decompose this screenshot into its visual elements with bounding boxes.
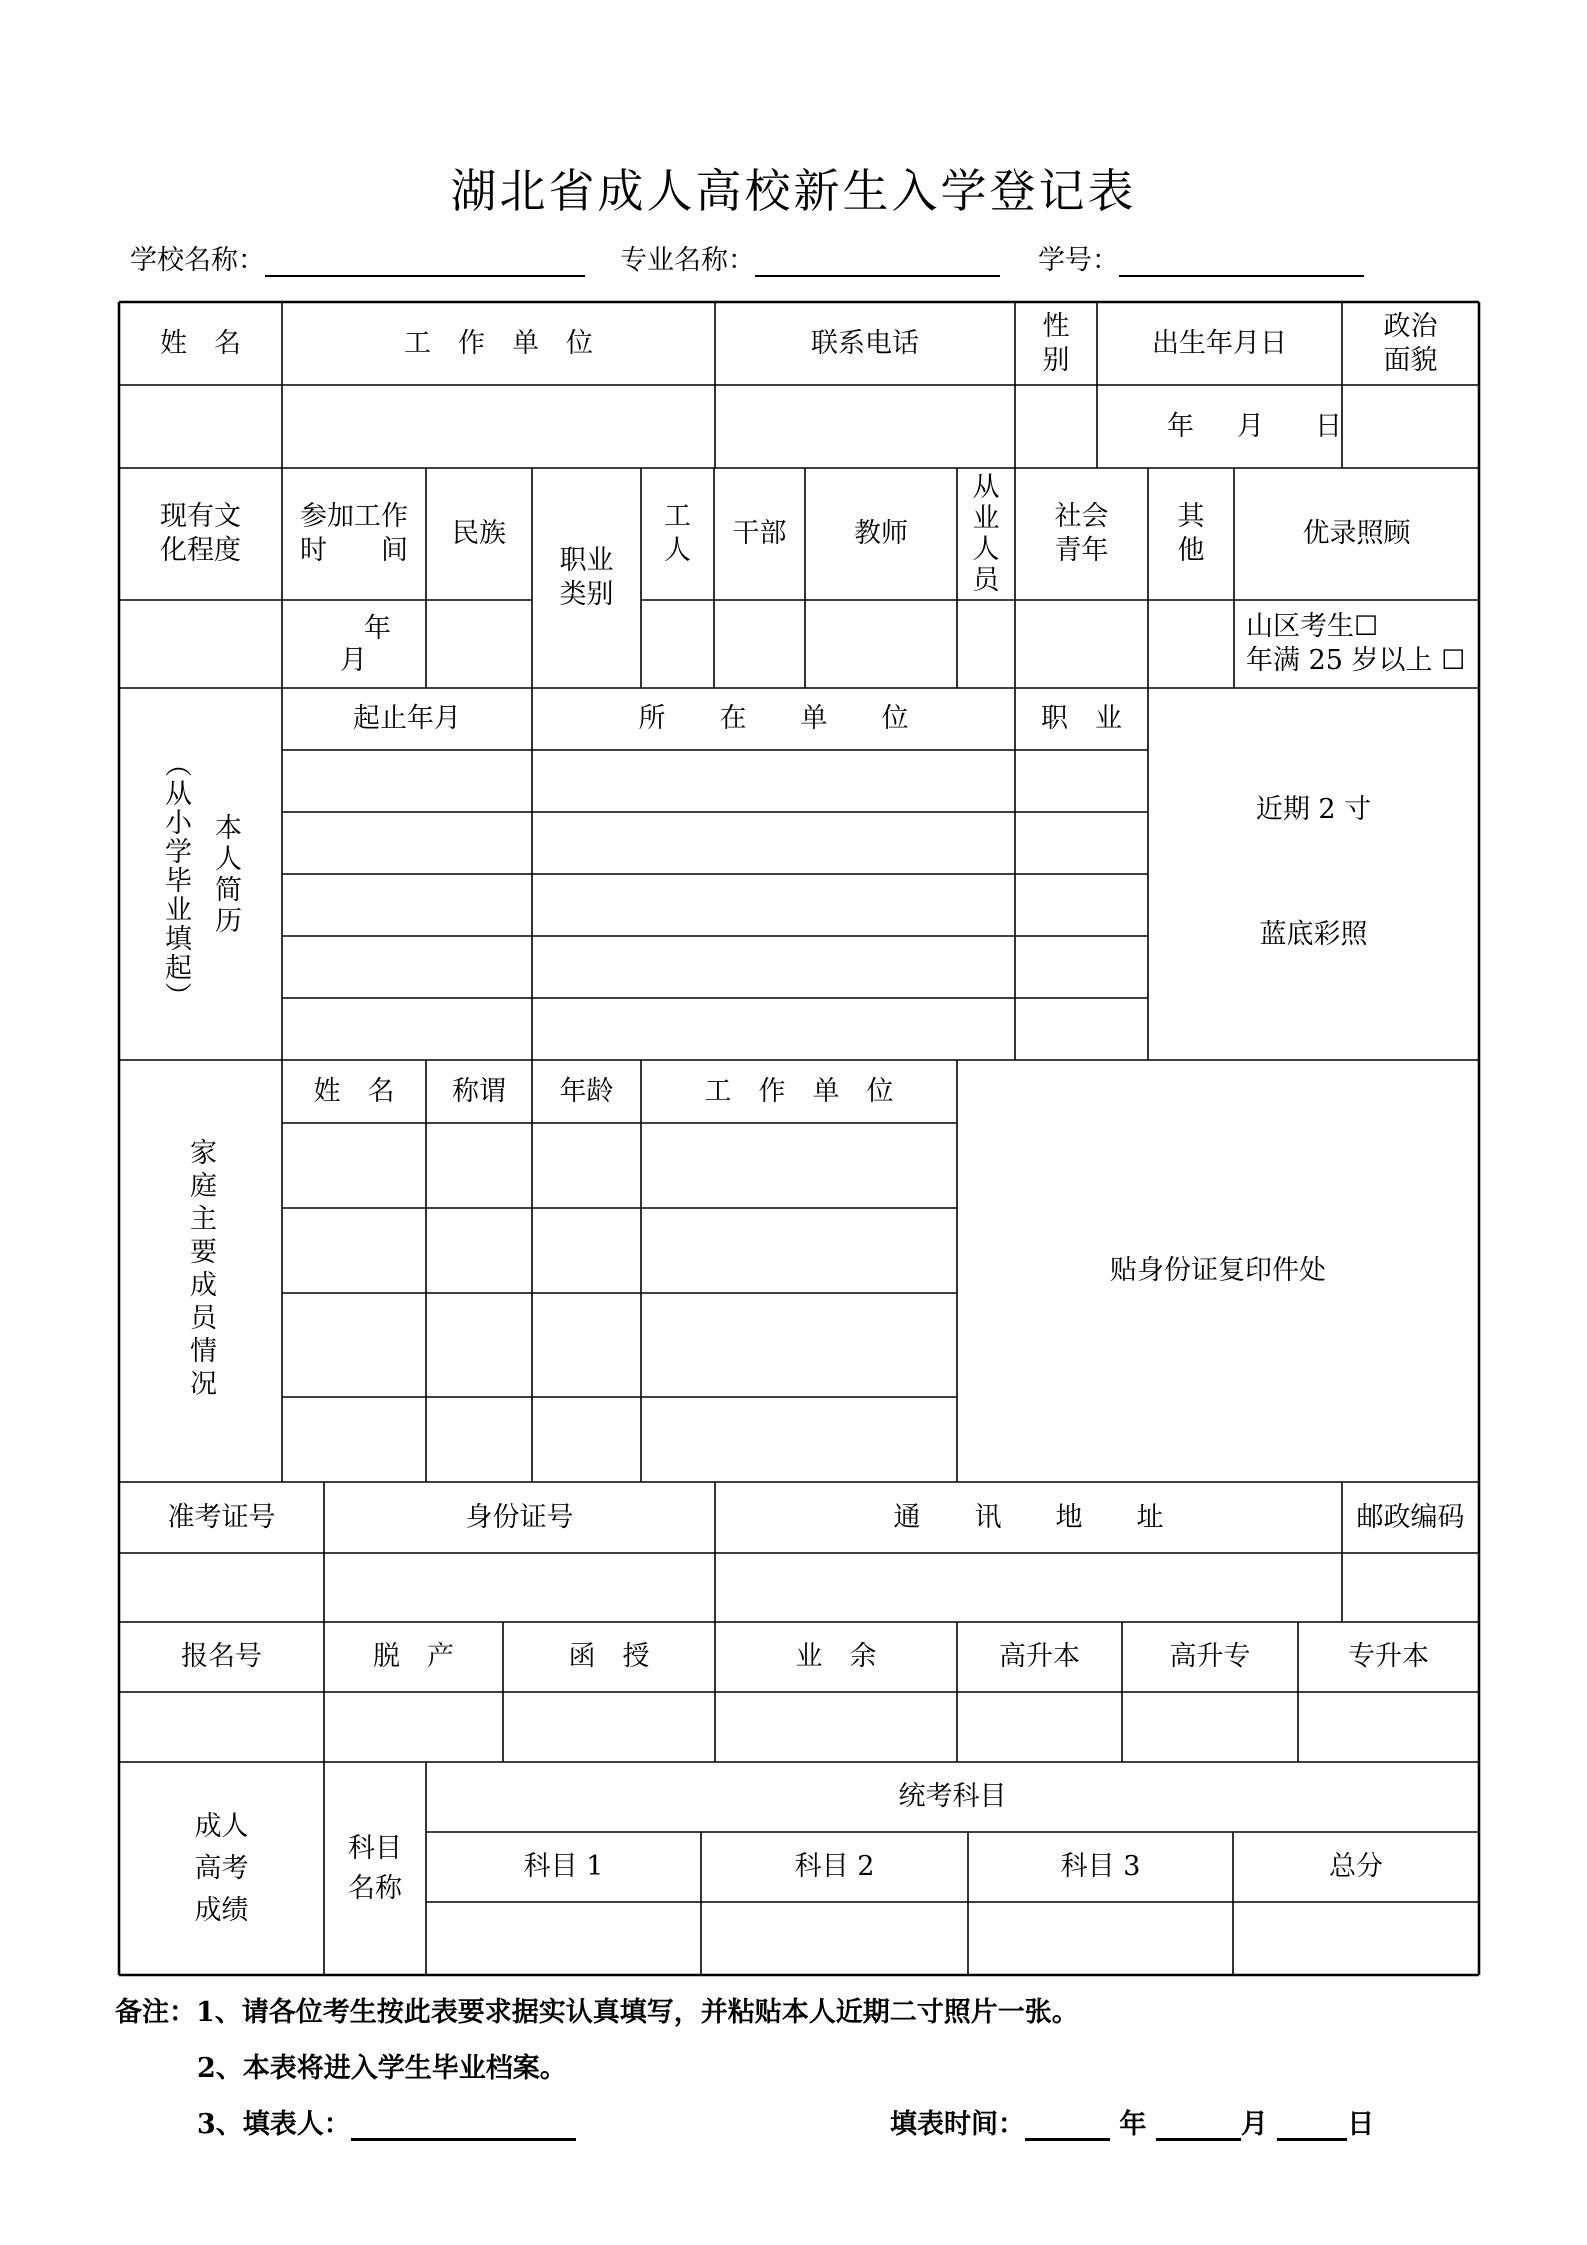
work-start-header: 参加工作 时 间 xyxy=(300,501,408,566)
family-unit-header: 工 作 单 位 xyxy=(704,1075,894,1107)
worker-checkbox[interactable] xyxy=(641,600,714,688)
name-input[interactable] xyxy=(119,385,282,468)
total-score-value[interactable] xyxy=(1233,1902,1479,1975)
birth-year-label: 年 xyxy=(1167,410,1194,442)
note-line-2: 2、本表将进入学生毕业档案。 xyxy=(197,2053,567,2084)
job-type-header: 职业 类别 xyxy=(559,545,614,610)
work-start-year-label: 年 xyxy=(364,613,391,644)
work-start-input[interactable] xyxy=(282,600,426,688)
fill-day-label: 日 xyxy=(1347,2109,1375,2140)
fill-month-blank[interactable] xyxy=(1156,2108,1241,2141)
postcode-header: 邮政编码 xyxy=(1356,1501,1465,1533)
resume-label: 本人简历 xyxy=(210,813,241,937)
unified-subjects-header: 统考科目 xyxy=(898,1781,1007,1812)
spare-time-header: 业 余 xyxy=(795,1641,877,1672)
fill-day-blank[interactable] xyxy=(1277,2108,1347,2141)
postcode-input[interactable] xyxy=(1342,1553,1479,1622)
resume-position-header: 职 业 xyxy=(1041,703,1122,734)
worker-header: 工 人 xyxy=(664,501,691,566)
school-name-label: 学校名称： xyxy=(130,245,265,276)
id-number-header: 身份证号 xyxy=(465,1501,574,1533)
spare-time-checkbox[interactable] xyxy=(715,1692,957,1762)
student-no-field[interactable] xyxy=(1038,238,1364,277)
family-label: 家庭主要成员情况 xyxy=(185,1138,216,1402)
cadre-header: 干部 xyxy=(732,518,787,549)
practitioner-checkbox[interactable] xyxy=(957,600,1015,688)
birth-month-label: 月 xyxy=(1237,410,1264,442)
ticket-no-header: 准考证号 xyxy=(167,1501,276,1533)
gender-header: 性 别 xyxy=(1042,310,1070,376)
junior-to-bachelor-header: 专升本 xyxy=(1348,1641,1429,1672)
practitioner-header: 从 业 人 员 xyxy=(972,472,1000,596)
subject-3-header: 科目 3 xyxy=(1060,1851,1141,1882)
hs-to-junior-checkbox[interactable] xyxy=(1122,1692,1298,1762)
birth-date-header: 出生年月日 xyxy=(1152,327,1287,359)
work-start-month-label: 月 xyxy=(340,645,367,676)
work-unit-header: 工 作 单 位 xyxy=(404,327,593,359)
subject-2-header: 科目 2 xyxy=(794,1851,875,1882)
student-no-label: 学号： xyxy=(1038,245,1119,276)
photo-size-label: 近期 2 寸 xyxy=(1255,794,1372,825)
page-title: 湖北省成人高校新生入学登记表 xyxy=(450,164,1137,218)
family-name-header: 姓 名 xyxy=(313,1075,395,1107)
phone-input[interactable] xyxy=(715,385,1015,468)
address-input[interactable] xyxy=(715,1553,1342,1622)
id-number-input[interactable] xyxy=(324,1553,715,1622)
teacher-header: 教师 xyxy=(854,518,908,549)
hs-to-bachelor-checkbox[interactable] xyxy=(957,1692,1122,1762)
reg-no-header: 报名号 xyxy=(181,1641,262,1672)
filler-label: 3、填表人： xyxy=(197,2109,351,2140)
family-rows[interactable] xyxy=(282,1123,957,1482)
family-relation-header: 称谓 xyxy=(452,1075,506,1107)
address-header: 通 讯 地 址 xyxy=(893,1501,1164,1533)
social-youth-checkbox[interactable] xyxy=(1015,600,1148,688)
reg-no-input[interactable] xyxy=(119,1692,324,1762)
subject-name-label: 科目 名称 xyxy=(348,1832,402,1904)
fill-month-label: 月 xyxy=(1240,2109,1268,2140)
resume-period-header: 起止年月 xyxy=(353,703,461,734)
fulltime-header: 脱 产 xyxy=(373,1641,454,1672)
correspondence-checkbox[interactable] xyxy=(503,1692,715,1762)
school-name-field[interactable] xyxy=(130,238,585,277)
fill-time-field[interactable] xyxy=(890,2102,1374,2141)
work-unit-input[interactable] xyxy=(282,385,715,468)
fulltime-checkbox[interactable] xyxy=(324,1692,503,1762)
ethnicity-input[interactable] xyxy=(426,600,532,688)
note-line-1: 备注：1、请各位考生按此表要求据实认真填写，并粘贴本人近期二寸照片一张。 xyxy=(115,1997,1079,2028)
social-youth-header: 社会 青年 xyxy=(1054,501,1109,566)
birth-date-input[interactable] xyxy=(1097,385,1342,468)
junior-to-bachelor-checkbox[interactable] xyxy=(1298,1692,1479,1762)
preference-header: 优录照顾 xyxy=(1302,518,1411,549)
subject-1-header: 科目 1 xyxy=(523,1851,604,1882)
phone-header: 联系电话 xyxy=(811,327,919,359)
resume-note-label: （从小学毕业填起） xyxy=(160,749,191,1011)
filler-field[interactable] xyxy=(197,2102,576,2141)
subject-3-score[interactable] xyxy=(968,1902,1233,1975)
political-status-header: 政治 面貌 xyxy=(1383,310,1438,376)
cadre-checkbox[interactable] xyxy=(714,600,805,688)
fill-time-label: 填表时间： xyxy=(890,2109,1025,2140)
hs-to-junior-header: 高升专 xyxy=(1169,1641,1251,1672)
other-checkbox[interactable] xyxy=(1148,600,1234,688)
education-header: 现有文 化程度 xyxy=(160,501,241,566)
correspondence-header: 函 授 xyxy=(568,1641,650,1672)
birth-day-label: 日 xyxy=(1315,410,1342,442)
name-header: 姓 名 xyxy=(160,327,241,359)
total-score-header: 总分 xyxy=(1329,1851,1383,1882)
other-header: 其 他 xyxy=(1177,501,1205,566)
school-name-blank[interactable] xyxy=(265,249,585,277)
gender-input[interactable] xyxy=(1015,385,1097,468)
subject-2-score[interactable] xyxy=(701,1902,968,1975)
id-copy-area: 贴身份证复印件处 xyxy=(1110,1255,1326,1286)
major-name-label: 专业名称： xyxy=(620,245,755,276)
resume-unit-header: 所 在 单 位 xyxy=(638,703,909,734)
over-25-checkbox[interactable]: 年满 25 岁以上 ☐ xyxy=(1246,645,1466,676)
ticket-no-input[interactable] xyxy=(119,1553,324,1622)
exam-scores-label: 成人 高考 成绩 xyxy=(194,1810,249,1926)
mountain-area-checkbox[interactable]: 山区考生☐ xyxy=(1246,611,1379,642)
major-name-blank[interactable] xyxy=(755,249,1000,277)
political-status-input[interactable] xyxy=(1342,385,1479,468)
family-age-header: 年龄 xyxy=(559,1075,614,1107)
hs-to-bachelor-header: 高升本 xyxy=(999,1641,1080,1672)
teacher-checkbox[interactable] xyxy=(805,600,957,688)
ethnicity-header: 民族 xyxy=(452,518,506,549)
major-name-field[interactable] xyxy=(620,238,1000,277)
resume-rows[interactable] xyxy=(282,750,1148,1060)
subject-1-score[interactable] xyxy=(426,1902,701,1975)
education-input[interactable] xyxy=(119,600,282,688)
student-no-blank[interactable] xyxy=(1119,249,1364,277)
fill-year-label: 年 xyxy=(1119,2109,1147,2140)
filler-blank[interactable] xyxy=(351,2108,576,2141)
photo-bg-label: 蓝底彩照 xyxy=(1259,919,1368,950)
fill-year-blank[interactable] xyxy=(1025,2108,1110,2141)
preference-options[interactable] xyxy=(1246,600,1479,688)
